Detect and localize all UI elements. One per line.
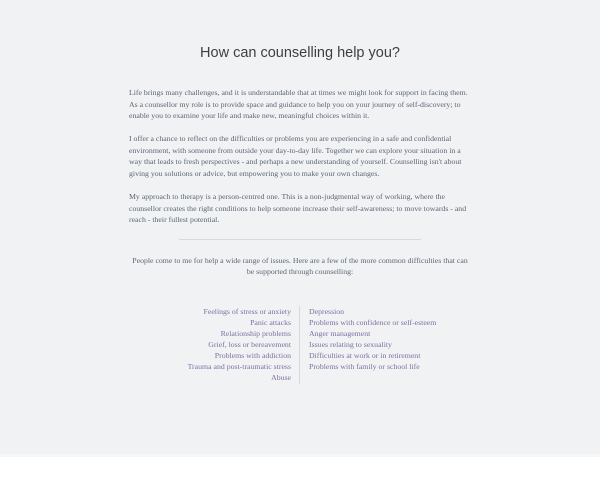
issue-item: Anger management bbox=[309, 329, 371, 339]
issues-lead-text: People come to me for help a wide range of issues. Here are a few of the more common difficulties that can be supported through counselling: bbox=[132, 255, 468, 277]
intro-paragraph-2: I offer a chance to reflect on the difficulties or problems you are experiencing in a safe and confidential environment, with someone from outside your day-to-day life. Together we can explore your situation in a way that leads to fresh perspectives - and perhaps a new understanding of yourself. Counselling isn't about giving you solutions or advice, but empowering you to make your own changes. bbox=[129, 134, 462, 178]
intro-paragraph-1: Life brings many challenges, and it is understandable that at times we might look for support in facing them. As a counsellor my role is to provide space and guidance to help you on your journey of self-discovery; to enable you to examine your life and make new, meaningful choices within it. bbox=[129, 88, 468, 121]
issue-item: Problems with confidence or self-esteem bbox=[309, 318, 437, 327]
issue-item: Problems with family or school life bbox=[309, 362, 420, 372]
issue-item: Panic attacks bbox=[250, 318, 291, 327]
issue-item: Difficulties at work or in retirement bbox=[309, 351, 421, 361]
issue-item: Abuse bbox=[271, 373, 291, 383]
issue-item: Relationship problems bbox=[220, 329, 291, 339]
issue-item: Grief, loss or bereavement bbox=[208, 340, 291, 350]
footer-whitespace bbox=[0, 457, 600, 491]
issue-item: Problems with addiction bbox=[214, 351, 291, 361]
issues-lead-column bbox=[129, 255, 471, 278]
issues-list bbox=[129, 306, 471, 384]
issues-column-right bbox=[300, 306, 471, 384]
intro-paragraph-3: My approach to therapy is a person-centred one. This is a non-judgmental way of working, where the counsellor creates the right conditions to help someone increase their self-awareness; to move towards - and reach - their fullest potential. bbox=[129, 191, 467, 225]
issues-column-left bbox=[129, 306, 300, 384]
issue-item: Feelings of stress or anxiety bbox=[203, 306, 291, 316]
issue-item: Trauma and post-traumatic stress bbox=[187, 362, 291, 372]
issue-item: Issues relating to sexuality bbox=[309, 340, 392, 350]
section-divider bbox=[179, 239, 421, 240]
intro-text-column bbox=[129, 87, 471, 226]
page-title: How can counselling help you? bbox=[200, 45, 400, 61]
issue-item: Depression bbox=[309, 306, 345, 316]
